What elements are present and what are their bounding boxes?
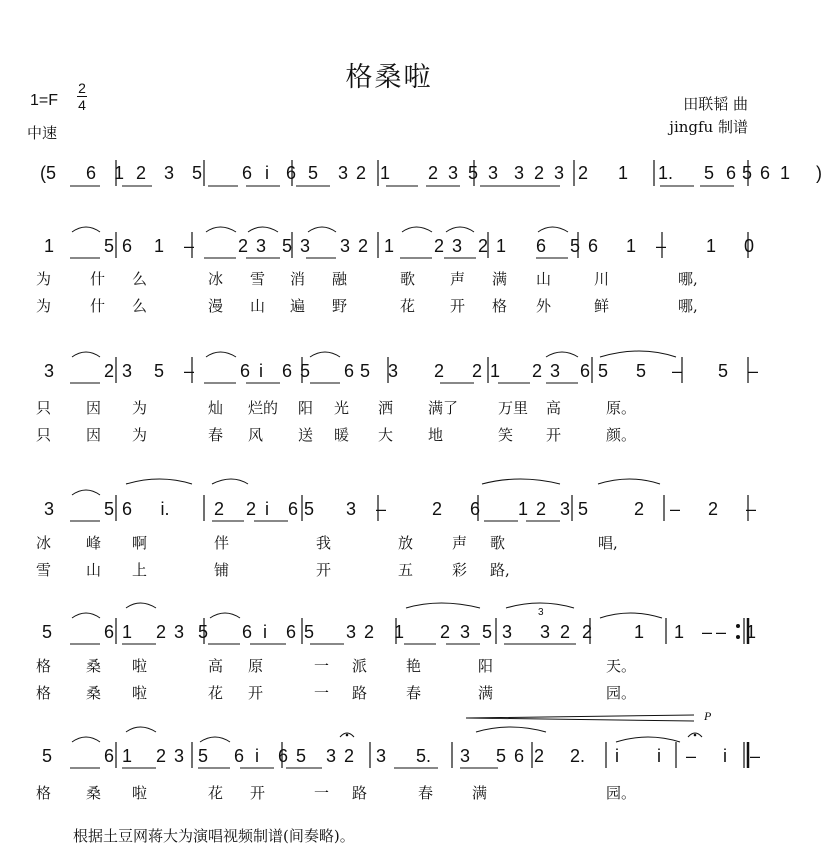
note: 3 [337,163,348,183]
note: 3 [459,622,470,642]
lyric-line [28,655,750,675]
note: 5 [569,236,580,256]
note: 6 [241,622,252,642]
note: 2 [155,746,166,766]
note: 1 [121,622,132,642]
note: 5 [191,163,202,183]
note: i [723,746,727,766]
note: – [655,236,666,256]
note: 2 [439,622,450,642]
time-bottom: 4 [78,97,86,113]
note: 3 [387,361,398,381]
lyric-word: 光 [334,399,350,417]
note: i [615,746,619,766]
note: 2 [103,361,114,381]
note: 5 [153,361,164,381]
note: 5 [103,236,114,256]
note: 3 [375,746,386,766]
lyric-line [28,397,750,417]
triplet-mark: 3 [538,607,544,618]
lyric-word: 冰 [208,270,224,288]
note: 3 [513,163,524,183]
note: 5 [717,361,728,381]
lyric-word: 艳 [406,657,422,675]
note: 6 [281,361,292,381]
note: 5 [197,746,208,766]
tempo-marking: 中速 [27,124,58,142]
note: 5 [41,622,52,642]
note: 2 [135,163,146,183]
note: – [701,622,712,642]
note: 3 [451,236,462,256]
lyric-word: 什 [90,270,106,288]
arranger-credit: jingfu 制谱 [669,118,748,136]
lyric-word: 万里 [498,399,529,417]
lyric-word: 天。 [606,657,637,675]
lyric-word: 笑 [498,426,514,444]
note: 2 [245,499,256,519]
lyric-word: 山 [536,270,552,288]
footer-note: 根据土豆网蒋大为演唱视频制谱(间奏略)。 [73,827,355,845]
lyric-word: 暖 [334,426,350,444]
lyric-word: 开 [316,561,332,579]
note: 1 [113,163,124,183]
note: 2 [533,163,544,183]
note: 6 [239,361,250,381]
note: 5 [467,163,478,183]
lyric-word: 铺 [214,561,230,579]
note: 5 [597,361,608,381]
note: 5 [281,236,292,256]
note: 2 [531,361,542,381]
note: 3 [339,236,350,256]
note: 6 [535,236,546,256]
lyric-word: 花 [208,784,224,802]
note: 6 [241,163,252,183]
lyric-word: 桑 [86,684,102,702]
note: 1 [705,236,716,256]
lyric-word: 只 [36,426,52,444]
lyric-word: 开 [546,426,562,444]
note: 5 [577,499,588,519]
note: 6 [121,236,132,256]
lyric-word: 歌 [400,270,416,288]
staff-row [28,744,760,784]
lyric-word: 漫 [208,297,224,315]
lyric-word: 花 [400,297,416,315]
note: 5 [103,499,114,519]
note: 5 [41,746,52,766]
note: 6 [277,746,288,766]
note: i [265,163,269,183]
note: – [375,499,386,519]
lyric-word: 格 [36,684,52,702]
note: 3 [549,361,560,381]
note: 3 [345,499,356,519]
lyric-word: 阳 [478,657,494,675]
lyric-word: 路, [490,561,510,579]
note: 6 [343,361,354,381]
note: 6 [103,622,114,642]
staff-row [28,359,758,399]
note: 3 [299,236,310,256]
note: 6 [587,236,598,256]
note: 2 [633,499,644,519]
note: 6 [513,746,524,766]
note: (5 [40,163,57,183]
note: 3 [163,163,174,183]
note: 2 [577,163,588,183]
note: 3 [447,163,458,183]
note: 5 [741,163,752,183]
lyric-word: 格 [36,657,52,675]
lyric-word: 融 [332,270,348,288]
lyric-word: 阳 [298,399,314,417]
lyric-word: 春 [418,784,434,802]
note: 2 [581,622,592,642]
note: 5 [703,163,714,183]
lyric-word: 川 [594,270,610,288]
lyric-word: 上 [132,561,148,579]
lyric-word: 鲜 [594,297,610,315]
lyric-word: 我 [316,534,332,552]
staff-row [28,620,756,660]
lyric-word: 原。 [606,399,637,417]
time-top: 2 [78,80,86,96]
note: 6 [725,163,736,183]
lyric-word: 格 [36,784,52,802]
note: 2 [155,622,166,642]
note: 1 [633,622,644,642]
note: 2 [471,361,482,381]
lyric-word: 园。 [606,684,637,702]
note: 5 [307,163,318,183]
note: 5 [303,499,314,519]
note: 1. [658,163,674,183]
lyric-word: 路 [352,684,368,702]
lyric-word: 洒 [378,399,394,417]
lyric-word: 开 [248,684,264,702]
lyric-word: 山 [250,297,266,315]
note: 3 [459,746,470,766]
lyric-word: 大 [378,426,394,444]
note: – [671,361,682,381]
note: 3 [255,236,266,256]
lyric-word: 因 [86,426,102,444]
note: 3 [345,622,356,642]
lyric-word: 满 [492,270,508,288]
lyric-word: 为 [36,297,52,315]
lyric-line [28,532,750,552]
note: i [263,622,267,642]
lyric-word: 高 [546,399,562,417]
note: 3 [559,499,570,519]
note: 5 [299,361,310,381]
note: 5 [495,746,506,766]
note: 6 [233,746,244,766]
note: 1 [489,361,500,381]
lyric-word: 桑 [86,657,102,675]
lyric-line [28,782,750,802]
note: 3 [43,361,54,381]
lyric-word: 送 [298,426,314,444]
note: 6 [579,361,590,381]
lyric-word: 满 [472,784,488,802]
note: – [685,746,696,766]
note: 1 [379,163,390,183]
lyric-line [28,559,750,579]
lyric-word: 五 [398,561,414,579]
note: 6 [121,499,132,519]
note: – [715,622,726,642]
lyric-word: 峰 [86,534,102,552]
note: 6 [85,163,96,183]
note: 5 [295,746,306,766]
lyric-line [28,424,750,444]
lyric-word: 花 [208,684,224,702]
lyric-word: 一 [314,684,330,702]
staff-row [28,161,822,201]
note: i. [160,499,170,519]
note: i [255,746,259,766]
note: 6 [285,622,296,642]
note: 1 [121,746,132,766]
lyric-word: 山 [86,561,102,579]
note: 2 [707,499,718,519]
note: – [183,361,194,381]
lyric-line [28,295,750,315]
lyric-word: 派 [352,657,368,675]
note: 3 [325,746,336,766]
note: i [265,499,269,519]
lyric-word: 原 [248,657,264,675]
note: 3 [539,622,550,642]
dynamics-mark: P [704,709,712,723]
note: 2. [570,746,586,766]
note: 2 [357,236,368,256]
lyric-word: 野 [332,297,348,315]
note: ) [816,163,822,183]
lyric-word: 放 [398,534,414,552]
lyric-word: 啦 [132,784,148,802]
lyric-word: 桑 [86,784,102,802]
note: 1 [383,236,394,256]
note: 3 [501,622,512,642]
lyric-word: 消 [290,270,306,288]
lyric-word: 歌 [490,534,506,552]
note: – [749,746,760,766]
note: – [747,361,758,381]
lyric-word: 唱, [598,534,618,552]
note: – [669,499,680,519]
lyric-word: 地 [428,426,444,444]
lyric-word: 外 [536,297,552,315]
note: 3 [487,163,498,183]
note: 3 [553,163,564,183]
note: 5 [635,361,646,381]
note: 2 [535,499,546,519]
lyric-word: 只 [36,399,52,417]
lyric-word: 啦 [132,657,148,675]
lyric-word: 么 [132,297,148,315]
lyric-word: 雪 [36,561,52,579]
note: 1 [393,622,404,642]
lyric-word: 声 [452,534,468,552]
lyric-word: 彩 [452,561,468,579]
lyric-word: 格 [492,297,508,315]
note: 2 [433,361,444,381]
note: 5 [303,622,314,642]
lyric-word: 么 [132,270,148,288]
lyric-word: 哪, [678,270,698,288]
note: 1 [779,163,790,183]
lyric-word: 春 [208,426,224,444]
lyric-word: 雪 [250,270,266,288]
lyric-word: 开 [250,784,266,802]
note: – [745,499,756,519]
note: 1 [673,622,684,642]
lyric-word: 为 [132,399,148,417]
note: 5 [197,622,208,642]
note: 5 [481,622,492,642]
lyric-word: 灿 [208,399,224,417]
note: 0 [743,236,754,256]
lyric-word: 哪, [678,297,698,315]
note: 3 [43,499,54,519]
lyric-word: 冰 [36,534,52,552]
note: i [657,746,661,766]
note: 3 [121,361,132,381]
lyric-line [28,682,750,702]
lyric-word: 伴 [214,534,230,552]
note: 2 [427,163,438,183]
note: i [259,361,263,381]
note: 2 [533,746,544,766]
time-signature [75,80,89,113]
note: 2 [237,236,248,256]
note: 1 [153,236,164,256]
lyric-word: 一 [314,784,330,802]
note: 3 [173,622,184,642]
lyric-word: 开 [450,297,466,315]
lyric-word: 声 [450,270,466,288]
note: 1 [495,236,506,256]
note: 6 [469,499,480,519]
note: 1 [517,499,528,519]
lyric-word: 高 [208,657,224,675]
note: 2 [363,622,374,642]
lyric-word: 啊 [132,534,148,552]
note: 1 [43,236,54,256]
note: 3 [173,746,184,766]
lyric-word: 园。 [606,784,637,802]
staff-row [28,497,756,537]
note: 2 [343,746,354,766]
lyric-word: 满 [478,684,494,702]
lyric-word: 颜。 [606,426,637,444]
note: 6 [287,499,298,519]
lyric-word: 一 [314,657,330,675]
lyric-word: 烂的 [248,399,279,417]
lyric-word: 风 [248,426,264,444]
lyric-word: 满了 [428,399,459,417]
note: 2 [433,236,444,256]
note: 2 [431,499,442,519]
note: 2 [559,622,570,642]
lyric-word: 路 [352,784,368,802]
lyric-word: 春 [406,684,422,702]
lyric-word: 啦 [132,684,148,702]
lyric-line [28,268,750,288]
lyric-word: 为 [132,426,148,444]
note: 6 [285,163,296,183]
note: 5. [416,746,432,766]
note: 6 [103,746,114,766]
lyric-word: 因 [86,399,102,417]
key-signature: 1=F [30,92,59,109]
note: 1 [625,236,636,256]
lyric-word: 遍 [290,297,306,315]
note: 1 [745,622,756,642]
composer-credit: 田联韬 曲 [683,95,748,113]
note: 6 [759,163,770,183]
song-title: 格桑啦 [345,62,433,93]
note: 2 [213,499,224,519]
lyric-word: 为 [36,270,52,288]
lyric-word: 什 [90,297,106,315]
note: 2 [355,163,366,183]
note: 1 [617,163,628,183]
note: – [183,236,194,256]
note: 2 [477,236,488,256]
note: 5 [359,361,370,381]
